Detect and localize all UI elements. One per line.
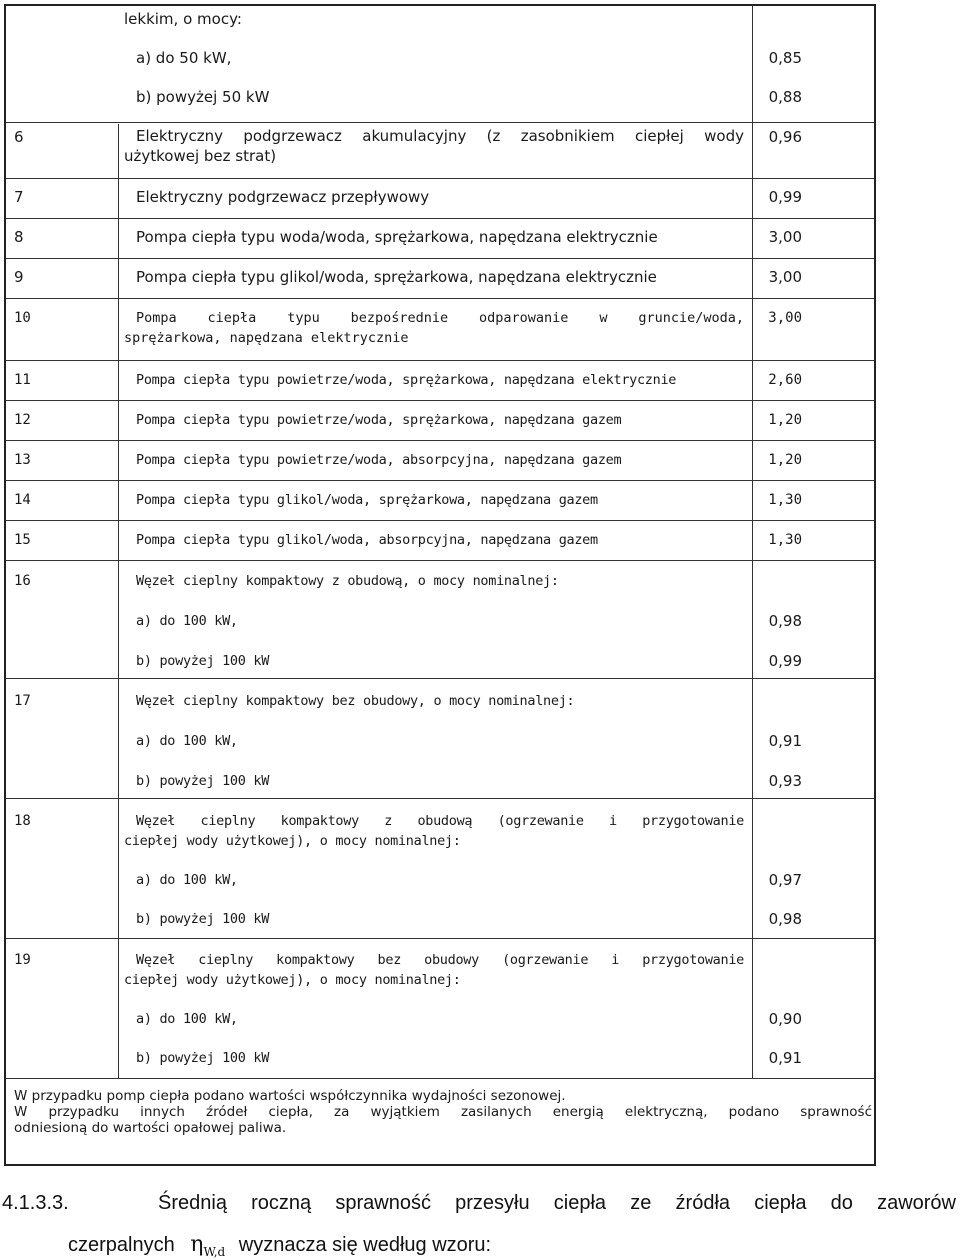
row-17-option-b-value: 0,93: [768, 772, 802, 790]
row-10-value: 3,00: [768, 310, 802, 326]
row-divider: [6, 938, 874, 939]
row-16-option-b-value: 0,99: [768, 652, 802, 670]
row-7-value: 0,99: [768, 188, 802, 206]
row-5-option-a-value: 0,85: [768, 49, 802, 67]
row-10-number: 10: [14, 310, 31, 326]
section-line-2-end: wyznacza się według wzoru:: [238, 1234, 492, 1256]
row-10-description: [124, 308, 744, 348]
row-18-option-a: a) do 100 kW,: [136, 872, 238, 888]
row-14-value: 1,30: [768, 492, 802, 508]
row-6-line-2: użytkowej bez strat): [124, 147, 277, 165]
row-7-number: 7: [14, 188, 24, 206]
row-19-line-1: Węzeł cieplny kompaktowy bez obudowy (ogrzewanie i przygotowanie: [136, 952, 744, 968]
row-5-option-b-value: 0,88: [768, 88, 802, 106]
row-divider: [6, 560, 874, 561]
row-16-option-a-value: 0,98: [768, 612, 802, 630]
row-9-number: 9: [14, 268, 24, 286]
row-divider: [6, 122, 874, 123]
row-19-option-a: a) do 100 kW,: [136, 1011, 238, 1027]
row-18-number: 18: [14, 813, 31, 829]
row-8-value: 3,00: [768, 228, 802, 246]
row-divider: [6, 440, 874, 441]
row-12-number: 12: [14, 412, 31, 428]
footnote-line-3: odniesioną do wartości opałowej paliwa.: [14, 1120, 287, 1136]
row-9-value: 3,00: [768, 268, 802, 286]
row-19-option-b-value: 0,91: [768, 1049, 802, 1067]
row-18-line-2: ciepłej wody użytkowej), o mocy nominalnej:: [124, 833, 461, 849]
row-divider: [6, 678, 874, 679]
row-10-line-2: sprężarkowa, napędzana elektrycznie: [124, 330, 409, 346]
row-18-option-a-value: 0,97: [768, 871, 802, 889]
row-12-value: 1,20: [768, 412, 802, 428]
efficiency-table: [4, 4, 876, 1166]
row-12-description: Pompa ciepła typu powietrze/woda, sprężarkowa, napędzana gazem: [136, 412, 622, 428]
row-14-number: 14: [14, 492, 31, 508]
row-15-value: 1,30: [768, 532, 802, 548]
row-13-number: 13: [14, 452, 31, 468]
row-18-line-1: Węzeł cieplny kompaktowy z obudową (ogrzewanie i przygotowanie: [136, 813, 744, 829]
row-8-description: Pompa ciepła typu woda/woda, sprężarkowa, napędzana elektrycznie: [136, 228, 658, 246]
row-17-option-a-value: 0,91: [768, 732, 802, 750]
row-8-number: 8: [14, 228, 24, 246]
row-5-option-b: b) powyżej 50 kW: [136, 88, 270, 106]
row-divider: [6, 178, 874, 179]
row-19-description: [124, 950, 744, 990]
row-13-description: Pompa ciepła typu powietrze/woda, absorpcyjna, napędzana gazem: [136, 452, 622, 468]
section-number: 4.1.3.3.: [2, 1192, 69, 1214]
row-divider: [6, 258, 874, 259]
row-divider: [6, 218, 874, 219]
row-18-description: [124, 811, 744, 851]
row-18-option-b-value: 0,98: [768, 910, 802, 928]
row-19-option-b: b) powyżej 100 kW: [136, 1050, 270, 1066]
row-15-description: Pompa ciepła typu glikol/woda, absorpcyjna, napędzana gazem: [136, 532, 598, 548]
row-5-continuation-text: lekkim, o mocy:: [124, 10, 242, 28]
row-9-description: Pompa ciepła typu glikol/woda, sprężarkowa, napędzana elektrycznie: [136, 268, 657, 286]
row-6-description: [124, 126, 744, 166]
eta-symbol: η: [190, 1232, 204, 1257]
column-divider-left: [118, 124, 119, 1078]
eta-subscript: W,d: [203, 1245, 226, 1259]
section-line-2-start: czerpalnych: [68, 1234, 175, 1256]
row-7-description: Elektryczny podgrzewacz przepływowy: [136, 188, 430, 206]
row-16-number: 16: [14, 573, 31, 589]
row-18-option-b: b) powyżej 100 kW: [136, 911, 270, 927]
row-11-description: Pompa ciepła typu powietrze/woda, sprężarkowa, napędzana elektrycznie: [136, 372, 677, 388]
row-14-description: Pompa ciepła typu glikol/woda, sprężarkowa, napędzana gazem: [136, 492, 598, 508]
row-17-option-a: a) do 100 kW,: [136, 733, 238, 749]
row-5-option-a: a) do 50 kW,: [136, 49, 232, 67]
row-19-number: 19: [14, 952, 31, 968]
row-divider: [6, 400, 874, 401]
row-divider: [6, 480, 874, 481]
row-divider: [6, 298, 874, 299]
row-divider: [6, 360, 874, 361]
row-6-value: 0,96: [768, 128, 802, 146]
row-19-line-2: ciepłej wody użytkowej), o mocy nominalnej:: [124, 972, 461, 988]
row-17-option-b: b) powyżej 100 kW: [136, 773, 270, 789]
section-text-line-2: [68, 1232, 491, 1257]
row-11-value: 2,60: [768, 372, 802, 388]
row-divider: [6, 1078, 874, 1079]
row-16-option-a: a) do 100 kW,: [136, 613, 238, 629]
row-19-option-a-value: 0,90: [768, 1010, 802, 1028]
row-6-line-1: Elektryczny podgrzewacz akumulacyjny (z zasobnikiem ciepłej wody: [136, 127, 744, 145]
footnote-line-2: W przypadku innych źródeł ciepła, za wyjątkiem zasilanych energią elektryczną, podano sprawność: [14, 1104, 872, 1120]
table-footnote: [14, 1088, 872, 1136]
row-16-description: Węzeł cieplny kompaktowy z obudową, o mocy nominalnej:: [136, 573, 559, 589]
row-6-number: 6: [14, 128, 24, 146]
row-17-description: Węzeł cieplny kompaktowy bez obudowy, o mocy nominalnej:: [136, 693, 575, 709]
footnote-line-1: W przypadku pomp ciepła podano wartości współczynnika wydajności sezonowej.: [14, 1088, 566, 1104]
row-13-value: 1,20: [768, 452, 802, 468]
section-text-line-1: Średnią roczną sprawność przesyłu ciepła ze źródła ciepła do zaworów: [158, 1192, 956, 1214]
row-15-number: 15: [14, 532, 31, 548]
row-11-number: 11: [14, 372, 31, 388]
row-divider: [6, 520, 874, 521]
row-16-option-b: b) powyżej 100 kW: [136, 653, 270, 669]
row-divider: [6, 798, 874, 799]
row-17-number: 17: [14, 693, 31, 709]
row-10-line-1: Pompa ciepła typu bezpośrednie odparowanie w gruncie/woda,: [136, 310, 744, 326]
